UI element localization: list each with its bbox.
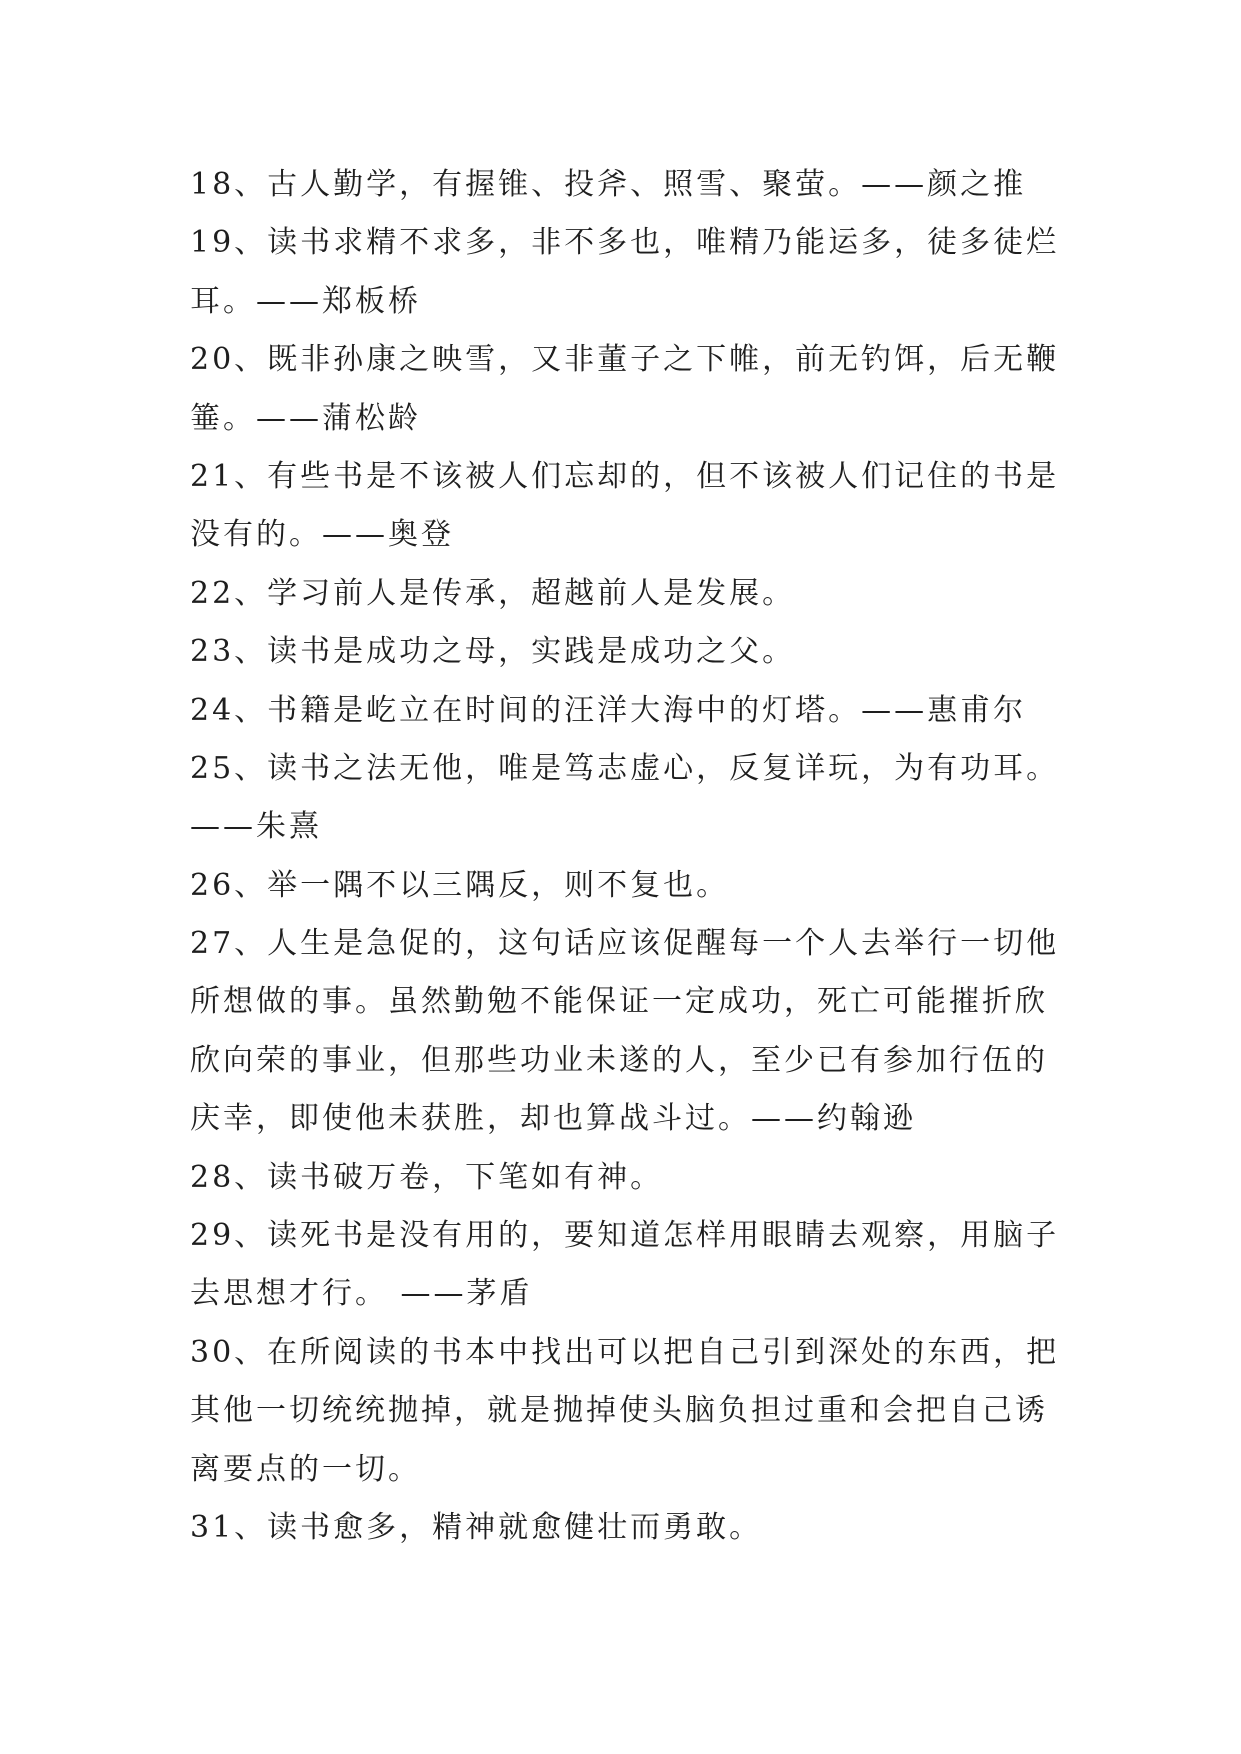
text-line-1: 18、古人勤学，有握锥、投斧、照雪、聚萤。——颜之推 — [190, 167, 1027, 202]
text-line-3: 耳。——郑板桥 — [190, 283, 421, 319]
text-line-22: 其他一切统统抛掉，就是抛掉使头脑负担过重和会把自己诱 — [190, 1393, 1048, 1429]
quote-list — [190, 156, 1070, 1557]
text-line-21: 30、在所阅读的书本中找出可以把自己引到深处的东西，把 — [190, 1334, 1060, 1370]
text-line-20: 去思想才行。 ——茅盾 — [190, 1276, 533, 1312]
text-line-24: 31、读书愈多，精神就愈健壮而勇敢。 — [190, 1509, 763, 1545]
text-line-18: 28、读书破万卷，下笔如有神。 — [190, 1159, 664, 1195]
text-line-11: 25、读书之法无他，唯是笃志虚心，反复详玩，为有功耳。 — [190, 750, 1060, 786]
text-line-9: 23、读书是成功之母，实践是成功之父。 — [190, 634, 796, 670]
text-line-8: 22、学习前人是传承，超越前人是发展。 — [190, 575, 796, 611]
text-line-6: 21、有些书是不该被人们忘却的，但不该被人们记住的书是 — [190, 458, 1060, 494]
text-line-13: 26、举一隅不以三隅反，则不复也。 — [190, 867, 730, 903]
text-line-4: 20、既非孙康之映雪，又非董子之下帷，前无钓饵，后无鞭 — [190, 342, 1060, 378]
text-line-17: 庆幸，即使他未获胜，却也算战斗过。——约翰逊 — [190, 1101, 916, 1137]
text-line-10: 24、书籍是屹立在时间的汪洋大海中的灯塔。——惠甫尔 — [190, 692, 1027, 728]
text-line-7: 没有的。——奥登 — [190, 517, 454, 553]
text-line-12: ——朱熹 — [190, 809, 322, 845]
text-line-19: 29、读死书是没有用的，要知道怎样用眼睛去观察，用脑子 — [190, 1218, 1060, 1254]
text-line-5: 箠。——蒲松龄 — [190, 400, 421, 436]
text-line-2: 19、读书求精不求多，非不多也，唯精乃能运多，徒多徒烂 — [190, 225, 1060, 261]
text-line-16: 欣向荣的事业，但那些功业未遂的人，至少已有参加行伍的 — [190, 1042, 1048, 1078]
text-line-23: 离要点的一切。 — [190, 1451, 421, 1487]
text-line-15: 所想做的事。虽然勤勉不能保证一定成功，死亡可能摧折欣 — [190, 984, 1048, 1020]
text-line-14: 27、人生是急促的，这句话应该促醒每一个人去举行一切他 — [190, 926, 1060, 962]
